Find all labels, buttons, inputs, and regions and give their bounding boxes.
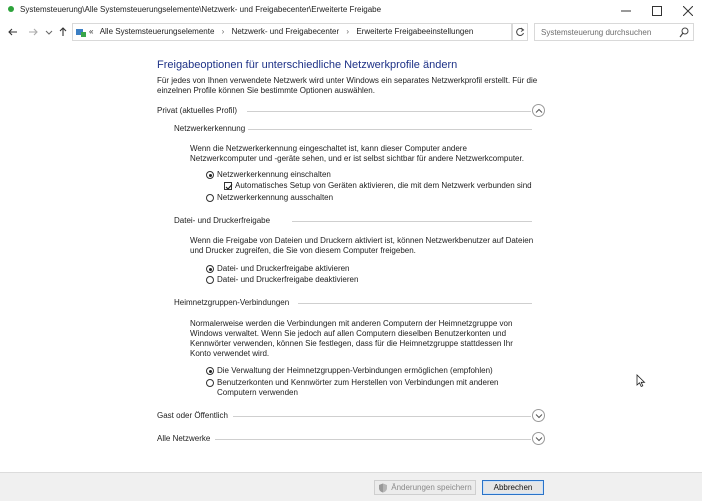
profile-all-networks-label[interactable]: Alle Netzwerke [157,434,215,443]
save-changes-label: Änderungen speichern [391,483,472,492]
divider [298,303,532,304]
arrow-right-icon [28,27,38,37]
refresh-icon [515,27,525,37]
homegroup-windows-radio[interactable] [206,367,214,375]
profile-guest-label[interactable]: Gast oder Öffentlich [157,411,233,420]
chevron-down-icon [535,412,543,420]
sharing-on-radio[interactable] [206,265,214,273]
option-label[interactable]: Die Verwaltung der Heimnetzgruppen-Verbindungen ermöglichen (empfohlen) [217,366,493,375]
discovery-off-radio[interactable] [206,194,214,202]
arrow-left-icon [8,27,18,37]
recent-locations-button[interactable] [42,25,56,39]
auto-setup-checkbox[interactable] [224,182,232,190]
up-button[interactable] [56,25,70,39]
cancel-button[interactable]: Abbrechen [482,480,544,495]
breadcrumb-separator-icon[interactable]: › [221,27,225,36]
search-box[interactable] [534,23,694,41]
search-icon[interactable] [679,27,689,38]
section-description: Wenn die Freigabe von Dateien und Druckern aktiviert ist, können Netzwerkbenutzer auf Dateien und Drucker zugreifen, die Sie von diesem Computer freigeben. [190,236,534,255]
breadcrumb-item[interactable]: Alle Systemsteuerungselemente [99,27,215,36]
breadcrumb-separator-icon[interactable]: › [346,27,350,36]
control-panel-icon [75,27,87,38]
footer-bar [0,472,702,501]
divider [247,111,531,112]
title-bar [0,0,702,22]
profile-guest-header[interactable] [157,409,545,423]
divider [233,416,531,417]
expand-guest-button[interactable] [532,409,545,422]
option-label[interactable]: Datei- und Druckerfreigabe deaktivieren [217,275,359,284]
back-button[interactable] [6,25,20,39]
checkmark-icon [225,183,233,191]
homegroup-accounts-radio[interactable] [206,379,214,387]
profile-private-label[interactable]: Privat (aktuelles Profil) [157,106,242,115]
option-label[interactable]: Automatisches Setup von Geräten aktivieren, die mit dem Netzwerk verbunden sind [235,181,532,190]
close-button[interactable] [672,0,702,22]
section-description: Wenn die Netzwerkerkennung eingeschaltet ist, kann dieser Computer andere Netzwerkcomputer und -geräte sehen, und er ist selbst sichtbar für andere Netzwerkcomputer. [190,144,524,163]
divider [248,129,532,130]
profile-private-header[interactable] [157,104,545,118]
collapse-private-button[interactable] [532,104,545,117]
save-changes-button[interactable] [374,480,476,495]
discovery-on-radio[interactable] [206,171,214,179]
breadcrumb-item[interactable]: Netzwerk- und Freigabecenter [231,27,340,36]
maximize-button[interactable] [641,0,673,22]
expand-all-networks-button[interactable] [532,432,545,445]
search-input[interactable]: Systemsteuerung durchsuchen [541,28,652,37]
section-file-sharing-header [174,216,532,228]
network-status-icon [8,6,14,12]
address-bar[interactable] [72,23,512,41]
chevron-down-icon [535,435,543,443]
close-icon [683,6,693,16]
arrow-up-icon [58,27,68,37]
minimize-button[interactable] [610,0,642,22]
uac-shield-icon [378,483,388,493]
chevron-down-icon [45,28,53,36]
divider [215,439,531,440]
option-label[interactable]: Netzwerkerkennung ausschalten [217,193,334,202]
forward-button[interactable] [26,25,40,39]
option-label[interactable]: Datei- und Druckerfreigabe aktivieren [217,264,350,273]
section-network-discovery-header [174,124,532,136]
section-description: Normalerweise werden die Verbindungen mit anderen Computern der Heimnetzgruppe von Windows verwaltet. Wenn Sie jedoch auf allen Computern dieselben Benutzerkonten und Kennwörter verwenden, können Sie festlegen, dass für die Heimnetzgruppe stattdessen Ihr Konto verwendet wird. [190,319,513,358]
section-heading: Heimnetzgruppen-Verbindungen [174,298,294,307]
sharing-off-radio[interactable] [206,276,214,284]
breadcrumb-item[interactable]: Erweiterte Freigabeeinstellungen [356,27,474,36]
option-label[interactable]: Netzwerkerkennung einschalten [217,170,331,179]
chevron-up-icon [535,107,543,115]
minimize-icon [621,6,631,16]
breadcrumb-overflow[interactable]: « [89,27,94,36]
mouse-cursor-icon [636,374,646,388]
window-title: Systemsteuerung\Alle Systemsteuerungselemente\Netzwerk- und Freigabecenter\Erweiterte Freigabe [20,5,382,14]
page-intro: Für jedes von Ihnen verwendete Netzwerk wird unter Windows ein separates Netzwerkprofil erstellt. Für die einzelnen Profile können Sie bestimmte Optionen auswählen. [157,76,538,95]
profile-all-networks-header[interactable] [157,432,545,446]
section-homegroup-header [174,298,532,310]
option-label[interactable]: Benutzerkonten und Kennwörter zum Herstellen von Verbindungen mit anderen Computern verwenden [217,378,499,397]
refresh-button[interactable] [512,23,528,41]
page-title: Freigabeoptionen für unterschiedliche Netzwerkprofile ändern [157,59,458,71]
section-heading: Datei- und Druckerfreigabe [174,216,275,225]
section-heading: Netzwerkerkennung [174,124,250,133]
maximize-icon [652,6,662,16]
divider [292,221,532,222]
breadcrumb [89,27,473,36]
